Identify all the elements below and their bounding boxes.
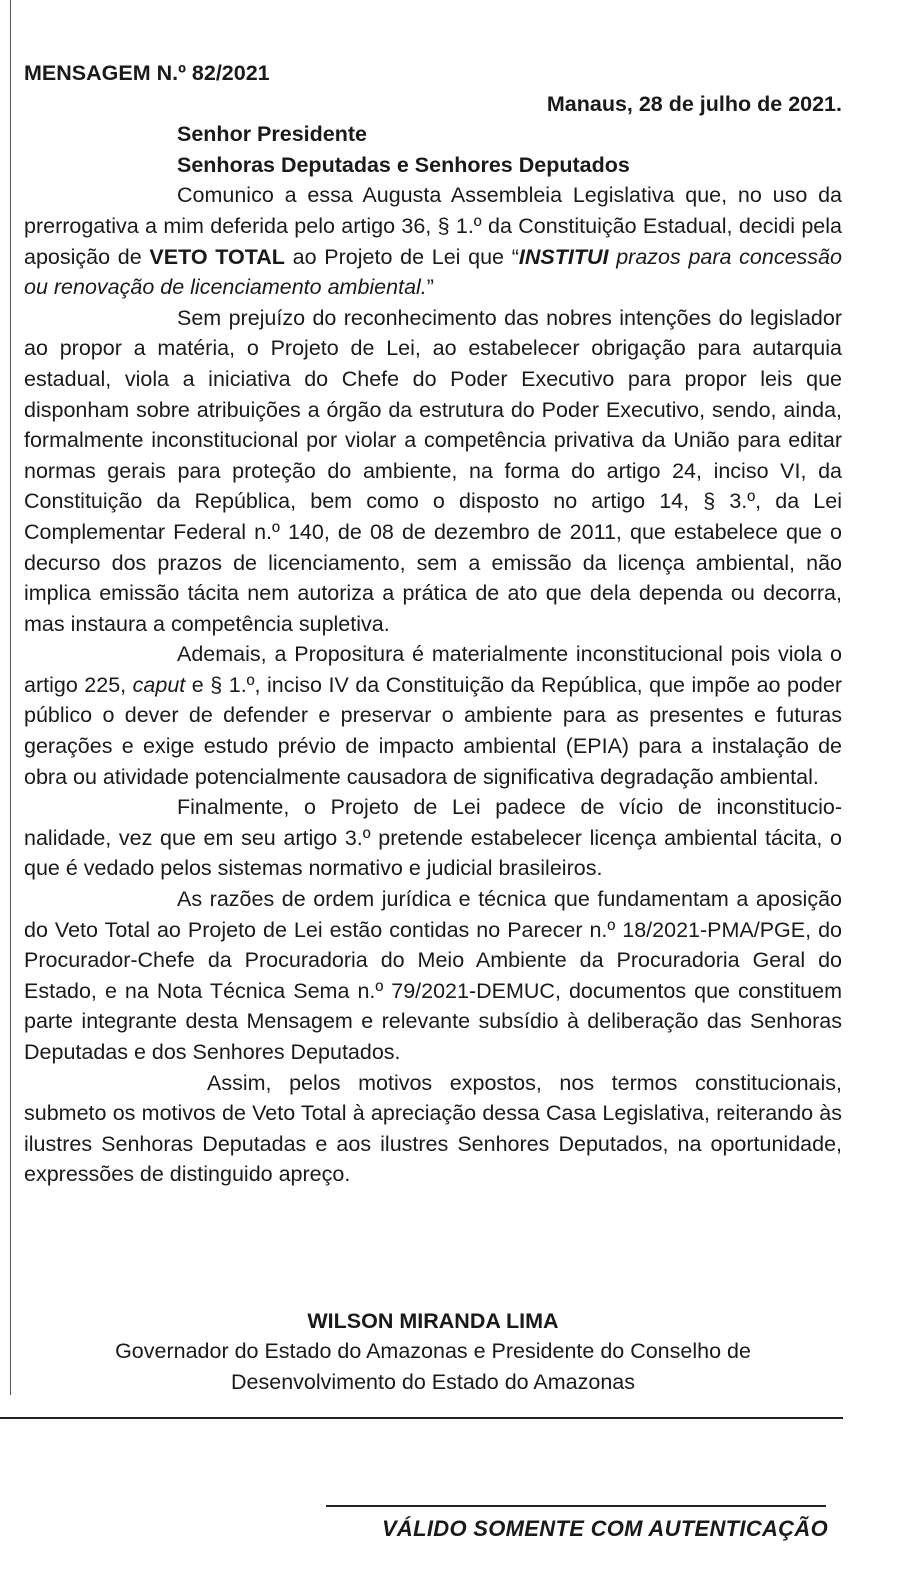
paragraph-tacit-license: Finalmente, o Projeto de Lei padece de vício de inconstitucio-nalidade, vez que em seu artigo 3.º pretende estabelecer licença ambiental tácita, o que é vedado pelos sistemas normativo e judicial brasileiros.: [24, 795, 842, 881]
authentication-notice: VÁLIDO SOMENTE COM AUTENTICAÇÃO: [381, 1516, 828, 1541]
signatory-role: [24, 1336, 842, 1397]
signatory-name: WILSON MIRANDA LIMA: [307, 1309, 559, 1333]
paragraph-formal-unconstitutionality: Sem prejuízo do reconhecimento das nobres intenções do legislador ao propor a matéria, o Projeto de Lei, ao estabelecer obrigação para autarquia estadual, viola a iniciativa do Chefe do Poder Executivo para propor leis que disponham sobre atribuições a órgão da estrutura do Poder Executivo, sendo, ainda, formalmente inconstitucional por violar a competência privativa da União para editar normas gerais para proteção do ambiente, na forma do artigo 24, inciso VI, da Constituição da República, bem como o disposto no artigo 14, § 3.º, da Lei Complementar Federal n.º 140, de 08 de dezembro de 2011, que estabelece que o decurso dos prazos de licenciamento, sem a emissão da licença ambiental, não implica emissão tácita nem autoriza a prática de ato que dela dependa ou decorra, mas instaura a competência supletiva.: [24, 305, 842, 636]
left-margin-rule: [10, 0, 11, 1395]
place-date: Manaus, 28 de julho de 2021.: [546, 91, 842, 116]
section-divider: [0, 1417, 843, 1419]
p3-text-c: e § 1.º, inciso IV da Constituição da República, que impõe ao poder público o dever de defender e preservar o ambiente para as presentes e futuras gerações e exige estudo prévio de impacto ambiental (EPIA) para a instalação de obra ou atividade potencialmente causadora de significativa degradação ambiental.: [24, 672, 843, 789]
paragraph-conclusion: Assim, pelos motivos expostos, nos termos constitucionais, submeto os motivos de Veto Total à apreciação dessa Casa Legislativa, reiterando às ilustres Senhoras Deputadas e aos ilustres Senhores Deputados, na oportunidade, expressões de distinguido apreço.: [24, 1070, 842, 1187]
p1-text-a: Comunico a essa Augusta Assembleia Legislativa que, no uso da prerrogativa a mim deferida pelo artigo 36, § 1.º da Constituição Estadual, decidi pela aposição de: [24, 183, 842, 269]
signatory-role-line1: Governador do Estado do Amazonas e Presidente do Conselho de: [115, 1339, 751, 1363]
paragraph-legal-reasons: As razões de ordem jurídica e técnica que fundamentam a aposição do Veto Total ao Projeto de Lei estão contidas no Parecer n.º 18/2021-PMA/PGE, do Procurador-Chefe da Procuradoria do Meio Ambiente da Procuradoria Geral do Estado, e na Nota Técnica Sema n.º 79/2021-DEMUC, documentos que constituem parte integrante desta Mensagem e relevante subsídio à deliberação das Senhoras Deputadas e dos Senhores Deputados.: [24, 887, 842, 1064]
p3-text-a: Ademais, a Propositura é materialmente inconstitucional pois viola o artigo 225,: [24, 642, 842, 697]
bill-title-italic: prazos para concessão ou renovação de licenciamento ambiental.: [24, 244, 842, 300]
p1-text-c: ao Projeto de Lei que “: [284, 244, 519, 269]
salutation-president: Senhor Presidente: [177, 122, 367, 147]
message-document: [24, 58, 842, 1190]
message-number: MENSAGEM N.º 82/2021: [24, 61, 270, 85]
signatory-role-line2: Desenvolvimento do Estado do Amazonas: [231, 1369, 635, 1394]
authentication-rule: [326, 1505, 826, 1507]
caput-italic: caput: [132, 672, 186, 697]
paragraph-veto-communication: [24, 180, 842, 302]
institui-emphasis: INSTITUI: [518, 244, 609, 269]
veto-total-emphasis: VETO TOTAL: [149, 244, 285, 269]
salutation-deputies: Senhoras Deputadas e Senhores Deputados: [177, 152, 630, 177]
paragraph-material-unconstitutionality: [24, 639, 842, 792]
p1-closing-quote: ”: [426, 275, 434, 300]
